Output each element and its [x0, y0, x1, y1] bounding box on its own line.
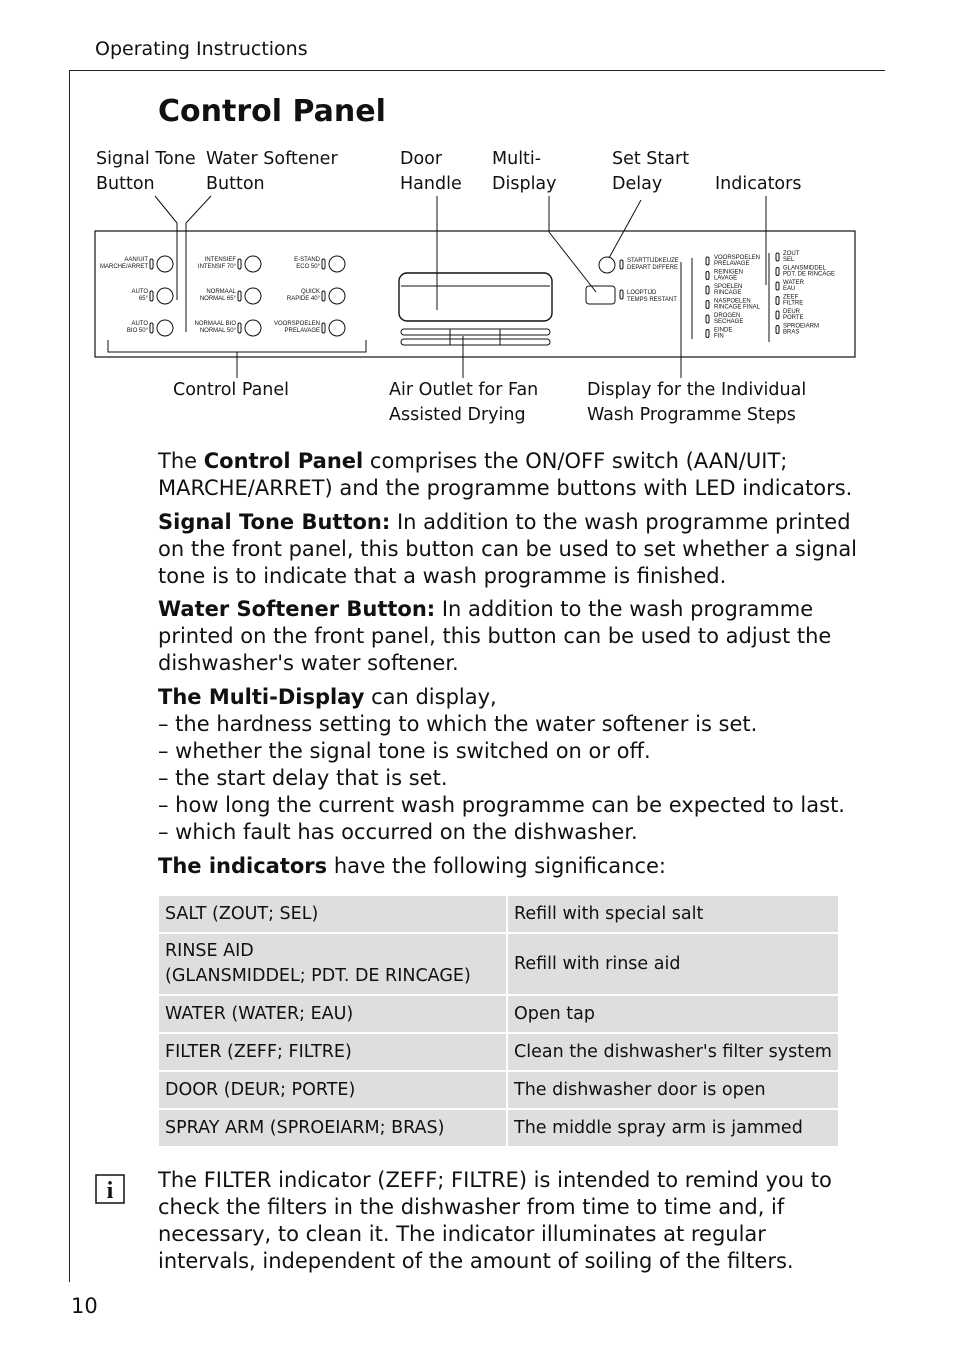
warning-led [776, 268, 779, 276]
programme-button [245, 320, 261, 336]
programme-button [245, 288, 261, 304]
button-label: NORMAAL [206, 289, 236, 295]
step-led [706, 257, 709, 265]
button-label: INTENSIEF [204, 257, 236, 263]
button-label: AAN/UIT [124, 257, 148, 263]
leader-multi-diag [549, 232, 596, 292]
warning-label: BRAS [783, 329, 800, 336]
warning-label: FILTRE [783, 300, 804, 307]
table-row: RINSE AID (GLANSMIDDEL; PDT. DE RINCAGE) Refill with rinse aid [159, 934, 838, 994]
programme-button [245, 256, 261, 272]
remaining-time-label: LOOPTIJD [627, 290, 657, 296]
leader-signal [155, 196, 177, 223]
warning-label: EAU [783, 286, 796, 292]
warning-label: DEUR [783, 309, 801, 315]
button-led [238, 259, 241, 269]
step-label: SECHAGE [714, 319, 744, 325]
programme-button [157, 288, 173, 304]
warning-label: WATER [783, 280, 804, 286]
step-led [706, 301, 709, 309]
indicators-paragraph: The indicators have the following significance: [158, 854, 666, 878]
signal-paragraph: Signal Tone Button: In addition to the wash programme printed on the front panel, this button can be used to set whether a signal tone is to indicate that a wash programme is finished. [158, 510, 858, 588]
step-label: NASPOELEN [714, 298, 751, 305]
callout-display-steps: Display for the Individual Wash Programme Steps [587, 380, 807, 425]
programme-buttons [100, 256, 679, 336]
warning-label: ZOUT [783, 251, 800, 257]
callout-control-panel: Control Panel [173, 380, 290, 400]
callout-indicators: Indicators [715, 174, 802, 194]
step-label: LAVAGE [714, 275, 738, 282]
start-delay-label: DEPART DIFFERE [627, 265, 679, 271]
button-label: ECO 50° [296, 264, 320, 270]
table-row: SALT (ZOUT; SEL) Refill with special salt [159, 896, 838, 932]
button-led [150, 323, 153, 333]
warning-label: PDT. DE RINCAGE [783, 271, 836, 278]
control-panel-diagram [0, 0, 954, 440]
button-label: BIO 50° [126, 328, 148, 334]
softener-paragraph: Water Softener Button: In addition to the wash programme printed on the front panel, this button can be used to adjust the dishwasher's water softener. [158, 597, 832, 675]
running-header: Operating Instructions [95, 38, 308, 60]
warning-label: ZEEF [783, 294, 799, 301]
page-number: 10 [71, 1294, 98, 1318]
list-item: – the start delay that is set. [158, 766, 448, 790]
leader-start [609, 200, 641, 258]
air-slot-2 [401, 339, 550, 345]
bracket-control [108, 340, 366, 352]
callout-signal-tone: Signal Tone Button [96, 149, 196, 194]
led-indicators [692, 251, 835, 342]
button-label: VOORSPOELEN [273, 321, 320, 327]
warning-label: GLANSMIDDEL [783, 265, 827, 272]
step-label: SPOELEN [714, 284, 743, 290]
list-item: – whether the signal tone is switched on or off. [158, 739, 651, 763]
multi-display [586, 286, 615, 304]
step-led [706, 330, 709, 338]
step-led [706, 272, 709, 280]
warning-label: PORTE [783, 315, 804, 321]
programme-button [329, 320, 345, 336]
air-slot-1 [401, 329, 550, 335]
button-label: INTENSIF 70° [197, 264, 236, 270]
table-row: DOOR (DEUR; PORTE) The dishwasher door is open [159, 1072, 838, 1108]
svg-text:i: i [106, 1178, 114, 1204]
step-label: FIN [714, 333, 724, 340]
table-row: FILTER (ZEFF; FILTRE) Clean the dishwasher's filter system [159, 1034, 838, 1070]
page-title: Control Panel [158, 94, 386, 129]
button-label: RAPIDE 40° [286, 296, 320, 302]
door-handle [399, 273, 552, 321]
step-label: DROGEN [714, 313, 741, 319]
programme-button [329, 288, 345, 304]
callout-door-handle: Door Handle [400, 149, 462, 194]
step-label: EINDE [714, 327, 733, 334]
start-delay-label: STARTTIJDKEUZE [627, 258, 679, 264]
filter-note: The FILTER indicator (ZEFF; FILTRE) is intended to remind you to check the filters in the dishwasher from time to time and, if necessary, to clean it. The indicator illuminates at regular intervals, independent of the amount of soiling of the filters. [158, 1168, 832, 1273]
warning-led [776, 282, 779, 290]
button-label: NORMAL 65° [199, 296, 236, 302]
button-label: AUTO [131, 321, 148, 327]
warning-led [776, 253, 779, 261]
step-led [706, 286, 709, 294]
programme-button [157, 320, 173, 336]
button-led [150, 291, 153, 301]
callout-multi-display: Multi- Display [492, 149, 557, 194]
button-led [238, 291, 241, 301]
remaining-time-label: TEMPS RESTANT [627, 297, 677, 303]
button-led [238, 323, 241, 333]
warning-led [776, 326, 779, 334]
callout-set-start-delay: Set Start Delay [612, 149, 690, 194]
warning-led [776, 297, 779, 305]
warning-label: SEL [783, 257, 795, 263]
info-icon [95, 1174, 125, 1204]
warning-label: SPROEIARM [783, 323, 820, 330]
button-label: NORMAL 50° [199, 328, 236, 334]
list-item: – which fault has occurred on the dishwasher. [158, 820, 638, 844]
button-label: MARCHE/ARRET [99, 264, 148, 270]
table-row: SPRAY ARM (SPROEIARM; BRAS) The middle spray arm is jammed [159, 1110, 838, 1146]
step-led [706, 315, 709, 323]
step-label: REINIGEN [714, 269, 744, 276]
button-led [150, 259, 153, 269]
step-label: RINCAGE FINAL [714, 304, 761, 311]
step-label: VOORSPOELEN [714, 255, 761, 261]
table-row: WATER (WATER; EAU) Open tap [159, 996, 838, 1032]
multi-display-paragraph: The Multi-Display can display, – the hardness setting to which the water softener is set. – whether the signal tone is switched on or off. – the start delay that is set. – how long the current wash programme can be expected to last. – which fault has occurred on the dishwasher. [158, 684, 858, 846]
programme-button [329, 256, 345, 272]
programme-button [157, 256, 173, 272]
button-led [322, 291, 325, 301]
step-label: RINCAGE [714, 290, 742, 296]
button-label: 65° [138, 296, 148, 302]
callout-water-softener: Water Softener Button [206, 149, 338, 194]
button-label: AUTO [131, 289, 148, 295]
button-label: E-STAND [294, 257, 320, 263]
button-led [322, 259, 325, 269]
button-label: QUICK [300, 289, 320, 295]
step-label: PRELAVAGE [714, 261, 750, 267]
start-delay-button [599, 257, 615, 273]
indicators-table [157, 894, 840, 1148]
list-item: – the hardness setting to which the water softener is set. [158, 712, 758, 736]
leader-softener [186, 196, 211, 223]
callout-air-outlet: Air Outlet for Fan Assisted Drying [389, 380, 539, 425]
intro-paragraph: The Control Panel comprises the ON/OFF switch (AAN/UIT; MARCHE/ARRET) and the programme buttons with LED indicators. [158, 449, 853, 500]
list-item: – how long the current wash programme can be expected to last. [158, 793, 845, 817]
button-led [322, 323, 325, 333]
button-label: NORMAAL BIO [194, 321, 236, 327]
button-label: PRELAVAGE [284, 328, 320, 334]
warning-led [776, 311, 779, 319]
